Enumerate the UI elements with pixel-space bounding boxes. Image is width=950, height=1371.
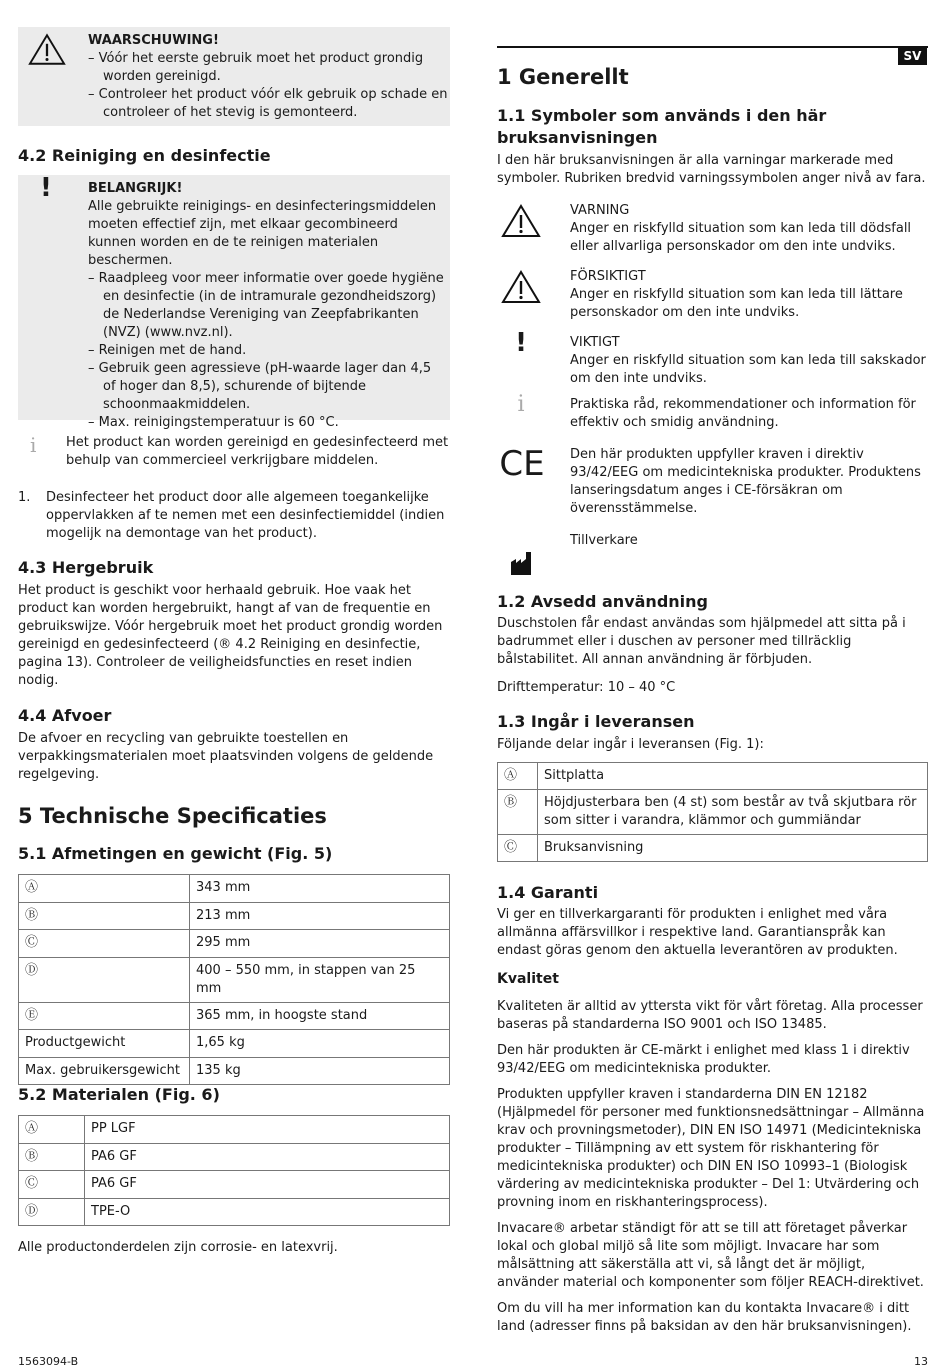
important-text: Alle gebruikte reinigings- en desinfecteringsmiddelen moeten effectief zijn, met elkaar gecombineerd kunnen worden en de te reinigen materialen beschermen. [88, 199, 437, 268]
table-row [19, 1171, 450, 1199]
warning-icon [501, 204, 541, 238]
table-value: PP LGF [85, 1116, 450, 1144]
table-value: Bruksanvisning [538, 835, 928, 862]
chapter-heading-1: 1 Generellt [497, 65, 629, 89]
materials-table [18, 1115, 450, 1226]
materials-note: Alle productonderdelen zijn corrosie- en latexvrij. [18, 1240, 338, 1255]
quality-paragraphs [497, 998, 928, 1344]
table-row [19, 1057, 450, 1085]
symbol-text: Anger en riskfylld situation som kan leda till lättare personskador om den inte undviks. [570, 287, 903, 320]
section-heading-4-3: 4.3 Hergebruik [18, 558, 154, 577]
table-key: Max. gebruikersgewicht [19, 1057, 190, 1085]
symbol-title: VARNING [570, 203, 630, 218]
table-value: Sittplatta [538, 763, 928, 790]
table-row [498, 763, 928, 790]
symbol-title: VIKTIGT [570, 335, 620, 350]
language-badge: SV [898, 47, 927, 65]
important-item: – Raadpleeg voor meer informatie over goede hygiëne en desinfectie (in de intramurale gezondheidszorg) de Nederlandse Vereniging van Zeepfabrikanten (NVZ) (www.nvz.nl). [88, 271, 444, 340]
table-row [19, 957, 450, 1002]
table-row [19, 1143, 450, 1171]
table-value: 365 mm, in hoogste stand [190, 1002, 450, 1030]
section-heading-1-3: 1.3 Ingår i leveransen [497, 712, 695, 731]
table-row [19, 875, 450, 903]
table-row [19, 1116, 450, 1144]
info-icon: i [30, 433, 37, 457]
warning-box [18, 27, 450, 126]
table-value: TPE-O [85, 1198, 450, 1226]
table-key: Ⓒ [19, 1171, 85, 1199]
section-heading-1-2: 1.2 Avsedd användning [497, 592, 708, 611]
ce-mark-icon: CE [499, 444, 545, 484]
step-text: Desinfecteer het product door alle algemeen toegankelijke oppervlakken af te nemen met een desinfectiemiddel (indien mogelijk na demontage van het product). [46, 490, 445, 541]
table-key: Ⓓ [19, 1198, 85, 1226]
symbols-list [497, 202, 928, 578]
symbol-item [497, 532, 928, 572]
table-value: PA6 GF [85, 1171, 450, 1199]
operating-temperature: Drifttemperatur: 10 – 40 °C [497, 680, 676, 695]
symbol-item [497, 202, 928, 262]
table-row [498, 790, 928, 835]
info-note [18, 434, 450, 470]
reuse-text: Het product is geschikt voor herhaald gebruik. Hoe vaak het product kan worden hergebruikt, hangt af van de frequentie en gebruikswijze. Vóór hergebruik moet het product grondig worden gereinigd en gedesinfecteerd (® 4.2 Reiniging en desinfectie, pagina 13). Controleer de veiligheidsfuncties en reset indien nodig. [18, 583, 443, 688]
symbol-item [497, 268, 928, 328]
delivery-intro: Följande delar ingår i leveransen (Fig. 1): [497, 737, 764, 752]
table-value: 295 mm [190, 930, 450, 958]
info-text: Het product kan worden gereinigd en gedesinfecteerd met behulp van commercieel verkrijgbare middelen. [66, 435, 449, 468]
quality-paragraph: Den här produkten är CE-märkt i enlighet med klass 1 i direktiv 93/42/EEG om medicintekniska produkter. [497, 1043, 910, 1076]
table-value: 135 kg [190, 1057, 450, 1085]
table-key: Ⓑ [19, 902, 190, 930]
symbol-text: Tillverkare [570, 533, 638, 548]
important-item: – Gebruik geen agressieve (pH-waarde lager dan 4,5 of hoger dan 8,5), schurende of bijtende schoonmaakmiddelen. [88, 361, 432, 412]
warranty-text: Vi ger en tillverkargaranti för produkten i enlighet med våra allmänna affärsvillkor i respektive land. Garantianspråk kan endast göras genom den aktuella leverantören av produkten. [497, 907, 898, 958]
header-rule [497, 46, 928, 48]
section-heading-1-4: 1.4 Garanti [497, 883, 599, 902]
dimensions-table [18, 874, 450, 1085]
quality-heading: Kvalitet [497, 971, 559, 987]
section-heading-4-4: 4.4 Afvoer [18, 706, 112, 725]
table-row [19, 902, 450, 930]
table-key: Ⓐ [19, 875, 190, 903]
important-box [18, 173, 450, 430]
quality-paragraph: Invacare® arbetar ständigt för att se till att företaget påverkar lokal och global miljö så lite som möjligt. Invacare har som målsättning att säkerställa att vi, så långt det är möjligt, använder material och komponenter som följer REACH-direktivet. [497, 1221, 924, 1290]
section-heading-5-1: 5.1 Afmetingen en gewicht (Fig. 5) [18, 844, 333, 863]
section-heading-4-2: 4.2 Reiniging en desinfectie [18, 146, 271, 165]
symbols-intro: I den här bruksanvisningen är alla varningar markerade med symboler. Rubriken bredvid varningssymbolen anger nivå av fara. [497, 153, 926, 186]
table-value: 1,65 kg [190, 1030, 450, 1058]
exclamation-icon: ! [515, 328, 527, 358]
symbol-text: Praktiska råd, rekommendationer och information för effektiv och smidig användning. [570, 397, 916, 430]
manufacturer-icon [501, 550, 541, 576]
step-number: 1. [18, 490, 31, 505]
section-heading-1-1: 1.1 Symboler som används i den här bruksanvisningen [497, 106, 827, 147]
chapter-heading-5: 5 Technische Specificaties [18, 804, 327, 828]
step-1 [18, 489, 450, 543]
table-value: Höjdjusterbara ben (4 st) som består av två skjutbara rör som sitter i varandra, klämmor och gummiändar [538, 790, 928, 835]
table-key: Ⓐ [19, 1116, 85, 1144]
symbol-text: Den här produkten uppfyller kraven i direktiv 93/42/EEG om medicintekniska produkter. Produktens lanseringsdatum anges i CE-försäkran om överensstämmelse. [570, 447, 921, 516]
table-value: 400 – 550 mm, in stappen van 25 mm [190, 957, 450, 1002]
table-row [19, 1030, 450, 1058]
symbol-item [497, 328, 928, 390]
table-key: Ⓓ [19, 957, 190, 1002]
table-row [19, 930, 450, 958]
important-item: – Reinigen met de hand. [88, 343, 247, 358]
symbol-text: Anger en riskfylld situation som kan leda till dödsfall eller allvarliga personskador om den inte undviks. [570, 221, 912, 254]
quality-paragraph: Kvaliteten är alltid av yttersta vikt för vårt företag. Alla processer baseras på standarderna ISO 9001 och ISO 13485. [497, 999, 923, 1032]
symbol-item [497, 446, 928, 526]
table-value: PA6 GF [85, 1143, 450, 1171]
warning-item: – Vóór het eerste gebruik moet het product grondig worden gereinigd. [88, 51, 424, 84]
document-id: 1563094-B [18, 1355, 79, 1368]
page-number: 13 [914, 1355, 928, 1368]
symbol-title: FÖRSIKTIGT [570, 269, 646, 284]
table-row [19, 1198, 450, 1226]
section-heading-5-2: 5.2 Materialen (Fig. 6) [18, 1085, 220, 1104]
exclamation-icon: ! [40, 173, 52, 203]
caution-icon [501, 270, 541, 304]
table-row [19, 1002, 450, 1030]
important-title: BELANGRIJK! [88, 181, 183, 196]
warning-title: WAARSCHUWING! [88, 33, 219, 48]
table-key: Ⓑ [498, 790, 538, 835]
table-value: 343 mm [190, 875, 450, 903]
quality-paragraph: Om du vill ha mer information kan du kontakta Invacare® i ditt land (adresser finns på baksidan av den här bruksanvisningen). [497, 1301, 912, 1334]
symbol-text: Anger en riskfylld situation som kan leda till sakskador om den inte undviks. [570, 353, 926, 386]
table-key: Ⓑ [19, 1143, 85, 1171]
table-key: Ⓒ [498, 835, 538, 862]
table-key: Ⓔ [19, 1002, 190, 1030]
table-value: 213 mm [190, 902, 450, 930]
table-key: Productgewicht [19, 1030, 190, 1058]
table-row [498, 835, 928, 862]
quality-paragraph: Produkten uppfyller kraven i standarderna DIN EN 12182 (Hjälpmedel för personer med funktionsnedsättningar – Allmänna krav och provningsmetoder), DIN EN ISO 14971 (Medicintekniska produkter – Tillämpning av ett system för riskhantering för medicintekniska produkter) och DIN EN ISO 10993–1 (Biologisk värdering av medicintekniska produkter – Del 1: Utvärdering och provning inom en riskhanteringsprocess). [497, 1087, 925, 1210]
warning-item: – Controleer het product vóór elk gebruik op schade en controleer of het stevig is gemonteerd. [88, 87, 448, 120]
delivery-table [497, 762, 928, 862]
info-icon: i [517, 392, 525, 417]
important-item: – Max. reinigingstemperatuur is 60 °C. [88, 415, 339, 430]
intended-use-text: Duschstolen får endast användas som hjälpmedel att sitta på i badrummet eller i duschen av personer med tillräcklig bålstabilitet. All annan användning är förbjuden. [497, 616, 906, 667]
table-key: Ⓐ [498, 763, 538, 790]
warning-icon [28, 33, 66, 66]
symbol-item [497, 392, 928, 440]
disposal-text: De afvoer en recycling van gebruikte toestellen en verpakkingsmaterialen moet plaatsvinden volgens de geldende regelgeving. [18, 731, 434, 782]
table-key: Ⓒ [19, 930, 190, 958]
